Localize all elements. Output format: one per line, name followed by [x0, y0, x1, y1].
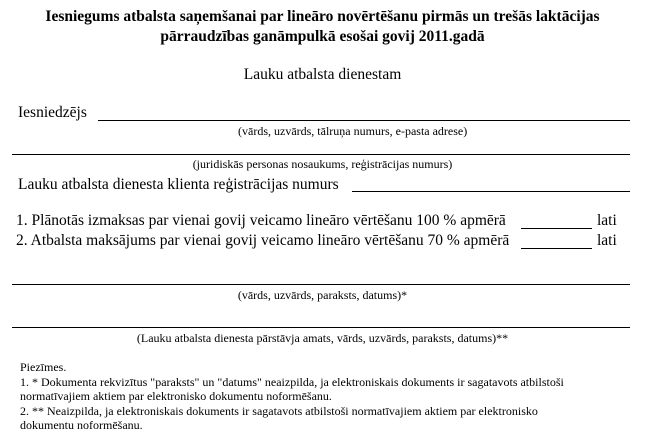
item-1-label: 1. Plānotās izmaksas par vienai govij veicamo lineāro vērtēšanu 100 % apmērā	[16, 212, 506, 229]
notes-heading: Piezīmes.	[20, 360, 67, 374]
document-title-line-2: pārraudzības ganāmpulkā esošai govij 2011.gadā	[160, 28, 485, 45]
legal-person-input-line[interactable]	[12, 154, 630, 155]
note-1-line-2: normatīvajiem aktiem par elektronisko dokumentu noformēšanu.	[20, 389, 332, 403]
applicant-label: Iesniedzējs	[18, 104, 87, 121]
recipient: Lauku atbalsta dienestam	[243, 66, 402, 83]
item-1-unit: lati	[597, 212, 617, 229]
note-1-line-1: 1. * Dokumenta rekvizītus "paraksts" un "datums" neaizpilda, ja elektroniskais dokuments ir sagatavots atbilstoši	[20, 375, 564, 389]
signature-input-line[interactable]	[12, 284, 630, 285]
note-2-line-1: 2. ** Neaizpilda, ja elektroniskais dokuments ir sagatavots atbilstoši normatīvajiem aktiem par elektronisko	[20, 404, 538, 418]
official-input-line[interactable]	[12, 327, 630, 328]
applicant-input-line[interactable]	[98, 120, 630, 121]
item-2-label: 2. Atbalsta maksājums par vienai govij veicamo lineāro vērtēšanu 70 % apmērā	[16, 232, 510, 249]
client-reg-label: Lauku atbalsta dienesta klienta reģistrācijas numurs	[18, 176, 339, 193]
applicant-caption: (vārds, uzvārds, tālruņa numurs, e-pasta adrese)	[238, 124, 468, 138]
client-reg-input-line[interactable]	[352, 191, 630, 192]
legal-person-caption: (juridiskās personas nosaukums, reģistrācijas numurs)	[192, 157, 453, 171]
note-2-line-2: dokumentu noformēšanu.	[20, 418, 143, 432]
official-caption: (Lauku atbalsta dienesta pārstāvja amats, vārds, uzvārds, paraksts, datums)**	[136, 331, 509, 345]
item-2-unit: lati	[597, 232, 617, 249]
signature-caption: (vārds, uzvārds, paraksts, datums)*	[237, 288, 408, 302]
item-2-amount-line[interactable]	[521, 248, 592, 249]
document-title-line-1: Iesniegums atbalsta saņemšanai par lineāro novērtēšanu pirmās un trešās laktācijas	[45, 8, 600, 25]
item-1-amount-line[interactable]	[521, 228, 592, 229]
